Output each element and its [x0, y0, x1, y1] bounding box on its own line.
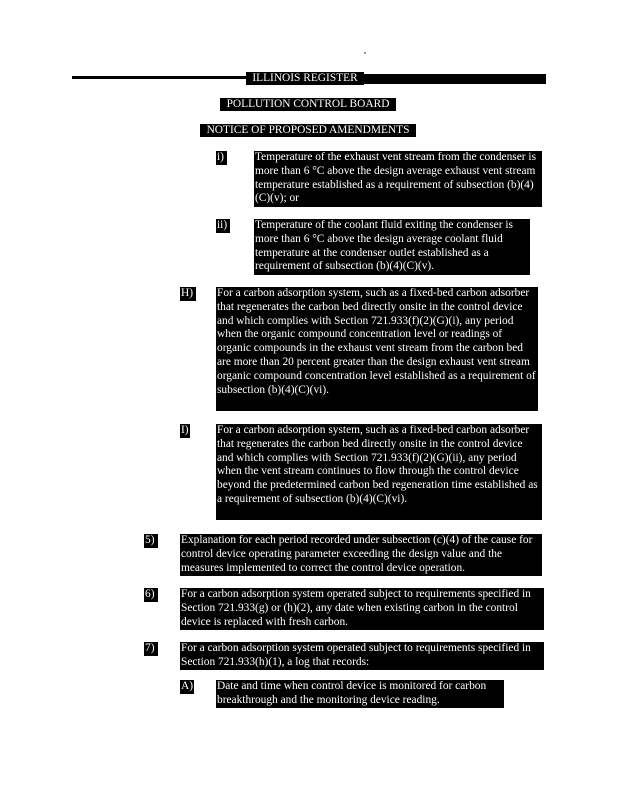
- item-marker: 6): [144, 588, 158, 602]
- item-marker: I): [181, 424, 189, 436]
- register-title: ILLINOIS REGISTER: [246, 72, 364, 85]
- item-marker: 7): [144, 642, 158, 656]
- item-marker: H): [180, 287, 196, 301]
- item-marker: 5): [144, 534, 158, 548]
- item-text: For a carbon adsorption system operated subject to requirements specified in Section 721.933(g) or (h)(2), any date when existing carbon in the control device is replaced with fresh carbon.: [180, 588, 544, 630]
- header-rule-left: [72, 76, 246, 79]
- header-rule-right: [364, 74, 546, 84]
- notice-heading: NOTICE OF PROPOSED AMENDMENTS: [200, 124, 416, 137]
- item-text: For a carbon adsorption system, such as a fixed-bed carbon adsorber that regenerates the carbon bed directly onsite in the control device and which complies with Section 721.933(f)(2)(G)(i), any period when the organic compound concentration level or readings of organic compounds in the exhaust vent stream from the carbon bed are more than 20 percent greater than the design exhaust vent stream organic compound concentration level established as a requirement of subsection (b)(4)(C)(vi).: [216, 287, 538, 411]
- item-marker: ii): [216, 219, 230, 233]
- item-text: For a carbon adsorption system, such as a fixed-bed carbon adsorber that regenerates the carbon bed directly onsite in the control device and which complies with Section 721.933(f)(2)(G)(ii), any period when the vent stream continues to flow through the control device beyond the predetermined carbon bed regeneration time established as a requirement of subsection (b)(4)(C)(vi).: [216, 424, 542, 520]
- item-text: Temperature of the exhaust vent stream from the condenser is more than 6 °C above the design average exhaust vent stream temperature established as a requirement of subsection (b)(4)(C)(v); or: [254, 151, 542, 207]
- item-text: Explanation for each period recorded under subsection (c)(4) of the cause for control device operating parameter exceeding the design value and the measures implemented to correct the control device operation.: [180, 534, 542, 576]
- item-marker: A): [181, 680, 194, 692]
- item-text: For a carbon adsorption system operated subject to requirements specified in Section 721.933(h)(1), a log that records:: [180, 642, 544, 670]
- scan-speck: [364, 52, 366, 54]
- item-marker: i): [216, 151, 227, 165]
- board-name: POLLUTION CONTROL BOARD: [220, 98, 396, 111]
- item-text: Temperature of the coolant fluid exiting the condenser is more than 6 °C above the design average coolant fluid temperature at the condenser outlet established as a requirement of subsection (b)(4)(C)(v).: [254, 219, 530, 275]
- item-text: Date and time when control device is monitored for carbon breakthrough and the monitoring device reading.: [216, 680, 504, 708]
